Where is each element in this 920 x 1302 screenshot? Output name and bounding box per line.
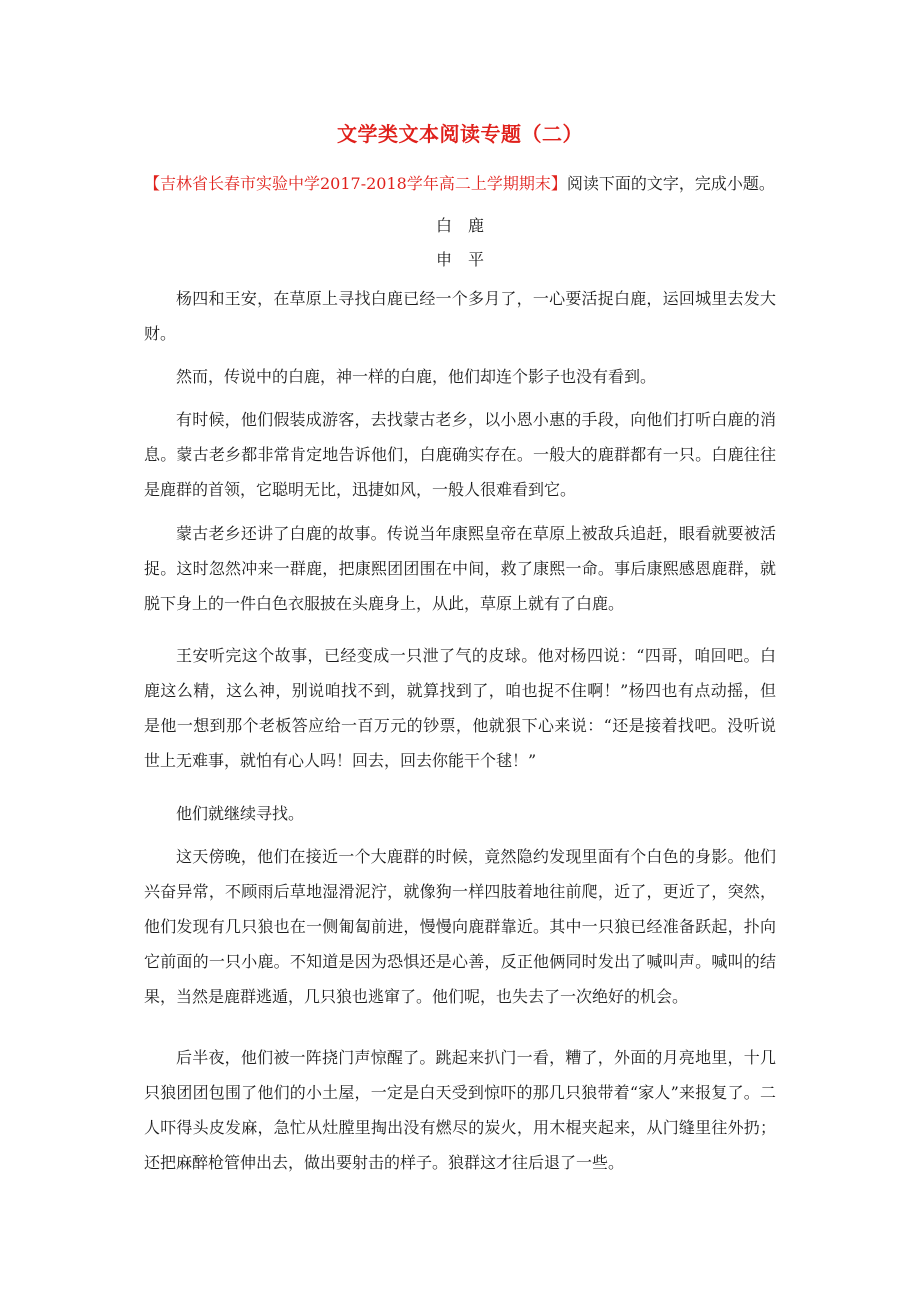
question-source: 【吉林省长春市实验中学2017-2018学年高二上学期期末】 [144, 174, 567, 193]
paragraph: 有时候，他们假装成游客，去找蒙古老乡，以小恩小惠的手段，向他们打听白鹿的消息。蒙古老乡都非常肯定地告诉他们，白鹿确实存在。一般大的鹿群都有一只。白鹿往往是鹿群的首领，它聪明无比，迅捷如风，一般人很难看到它。 [144, 410, 776, 499]
paragraph: 后半夜，他们被一阵挠门声惊醒了。跳起来扒门一看，糟了，外面的月亮地里，十几只狼团团包围了他们的小土屋，一定是白天受到惊吓的那几只狼带着“家人”来报复了。二人吓得头皮发麻，急忙从灶膛里掏出没有燃尽的炭火，用木棍夹起来，从门缝里往外扔；还把麻醉枪管伸出去，做出要射击的样子。狼群这才往后退了一些。 [144, 1048, 776, 1172]
paragraph: 这天傍晚，他们在接近一个大鹿群的时候，竟然隐约发现里面有个白色的身影。他们兴奋异常，不顾雨后草地湿滑泥泞，就像狗一样四肢着地往前爬，近了，更近了，突然，他们发现有几只狼也在一侧匍匐前进，慢慢向鹿群靠近。其中一只狼已经准备跃起，扑向它前面的一只小鹿。不知道是因为恐惧还是心善，反正他俩同时发出了喊叫声。喊叫的结果，当然是鹿群逃遁，几只狼也逃窜了。他们呢，也失去了一次绝好的机会。 [144, 847, 776, 1006]
paragraph: 他们就继续寻找。 [176, 804, 305, 823]
question-instruction: 阅读下面的文字，完成小题。 [566, 174, 775, 193]
paragraph: 然而，传说中的白鹿，神一样的白鹿，他们却连个影子也没有看到。 [176, 367, 657, 386]
story-title: 白 鹿 [435, 216, 484, 235]
document-title: 文学类文本阅读专题（二） [337, 122, 583, 146]
story-author: 申 平 [435, 250, 484, 269]
paragraph: 蒙古老乡还讲了白鹿的故事。传说当年康熙皇帝在草原上被敌兵追赶，眼看就要被活捉。这时忽然冲来一群鹿，把康熙团团围在中间，救了康熙一命。事后康熙感恩鹿群，就脱下身上的一件白色衣服披在头鹿身上，从此，草原上就有了白鹿。 [144, 524, 776, 613]
question-source-line [144, 171, 775, 194]
paragraph: 王安听完这个故事，已经变成一只泄了气的皮球。他对杨四说：“四哥，咱回吧。白鹿这么精，这么神，别说咱找不到，就算找到了，咱也捉不住啊！”杨四也有点动摇，但是他一想到那个老板答应给一百万元的钞票，他就狠下心来说：“还是接着找吧。没听说世上无难事，就怕有心人吗！回去，回去你能干个毬！” [144, 646, 776, 770]
paragraph: 杨四和王安，在草原上寻找白鹿已经一个多月了，一心要活捉白鹿，运回城里去发大财。 [144, 289, 776, 343]
